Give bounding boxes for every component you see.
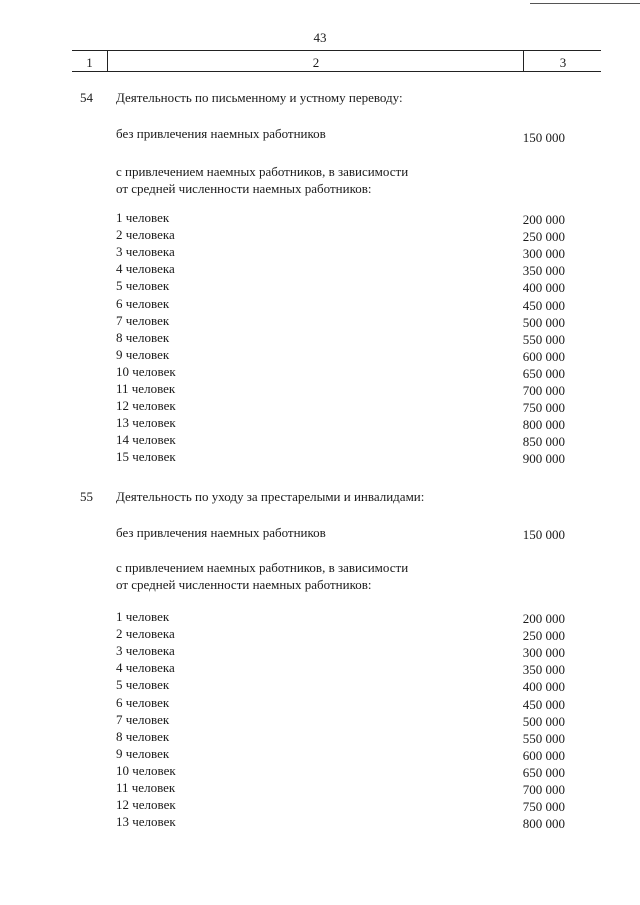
row-label: 5 человек — [116, 677, 170, 693]
table-row — [0, 677, 640, 694]
row-value: 800 000 — [522, 816, 565, 832]
table-row — [0, 712, 640, 729]
row-label: 14 человек — [116, 432, 176, 448]
table-row — [0, 797, 640, 814]
row-label: 9 человек — [116, 745, 170, 761]
row-value: 550 000 — [522, 331, 565, 347]
table-row — [0, 814, 640, 831]
row-label: 3 человека — [116, 244, 175, 260]
row-label: 10 человек — [116, 363, 176, 379]
row-value: 700 000 — [522, 782, 565, 797]
table-row — [0, 261, 640, 278]
table-row — [0, 381, 640, 398]
with-employees-line-1: с привлечением наемных работников, в зависимости — [116, 164, 409, 179]
section-title: Деятельность по письменному и устному переводу: — [116, 90, 403, 105]
row-label: 7 человек — [116, 711, 170, 727]
table-row — [0, 660, 640, 677]
row-value: 750 000 — [522, 799, 565, 815]
table-row — [0, 729, 640, 746]
row-value: 350 000 — [522, 263, 565, 279]
table-row — [0, 364, 640, 381]
row-label: 6 человек — [116, 295, 170, 311]
no-employees-label: без привлечения наемных работников — [116, 126, 326, 141]
row-label: 3 человека — [116, 643, 175, 659]
row-label: 12 человек — [116, 797, 176, 813]
row-label: 4 человека — [116, 261, 175, 277]
row-value: 650 000 — [522, 764, 565, 780]
row-label: 9 человек — [116, 346, 170, 362]
row-value: 450 000 — [522, 696, 565, 712]
table-row — [0, 347, 640, 364]
with-employees-line-2: от средней численности наемных работников: — [116, 181, 372, 196]
table-row — [0, 244, 640, 261]
row-value: 650 000 — [522, 365, 565, 381]
row-label: 5 человек — [116, 278, 170, 294]
table-row — [0, 626, 640, 643]
row-value: 450 000 — [522, 297, 565, 313]
row-value: 900 000 — [522, 451, 565, 467]
table-row — [0, 432, 640, 449]
row-label: 4 человека — [116, 660, 175, 676]
row-value: 350 000 — [522, 662, 565, 678]
table-row — [0, 296, 640, 313]
row-value: 600 000 — [522, 747, 565, 763]
top-edge-line — [530, 3, 640, 4]
row-value: 750 000 — [522, 400, 565, 416]
row-label: 8 человек — [116, 728, 170, 744]
row-label: 1 человек — [116, 210, 170, 225]
table-row — [0, 449, 640, 466]
row-label: 13 человек — [116, 814, 176, 830]
table-row — [0, 330, 640, 347]
row-value: 400 000 — [522, 280, 565, 296]
row-value: 250 000 — [522, 229, 565, 245]
row-label: 12 человек — [116, 398, 176, 414]
with-employees-line-2: от средней численности наемных работников: — [116, 577, 372, 592]
table-row — [0, 398, 640, 415]
column-header-table — [72, 50, 601, 72]
column-header-2: 2 — [107, 51, 524, 71]
row-label: 10 человек — [116, 762, 176, 778]
table-row — [0, 780, 640, 797]
table-row — [0, 313, 640, 330]
row-label: 6 человек — [116, 694, 170, 710]
table-row — [0, 643, 640, 660]
page-number: 43 — [313, 30, 327, 45]
row-label: 2 человека — [116, 626, 175, 642]
table-row — [0, 415, 640, 432]
table-row — [0, 763, 640, 780]
row-value: 250 000 — [522, 628, 565, 644]
row-value: 500 000 — [522, 713, 565, 729]
table-row — [0, 609, 640, 626]
table-row — [0, 227, 640, 244]
row-value: 550 000 — [522, 730, 565, 746]
no-employees-label: без привлечения наемных работников — [116, 525, 326, 540]
row-value: 300 000 — [522, 645, 565, 661]
row-value: 700 000 — [522, 383, 565, 398]
row-value: 500 000 — [522, 314, 565, 330]
table-row — [0, 278, 640, 295]
row-value: 300 000 — [522, 246, 565, 262]
no-employees-amount: 150 000 — [522, 130, 565, 145]
row-value: 600 000 — [522, 348, 565, 364]
no-employees-amount: 150 000 — [522, 527, 565, 542]
row-label: 11 человек — [116, 381, 176, 396]
section-number: 54 — [80, 90, 93, 105]
row-label: 7 человек — [116, 312, 170, 328]
row-value: 800 000 — [522, 417, 565, 433]
row-value: 200 000 — [522, 611, 565, 626]
row-value: 400 000 — [522, 679, 565, 695]
row-value: 200 000 — [522, 212, 565, 227]
row-label: 11 человек — [116, 780, 176, 795]
row-label: 1 человек — [116, 609, 170, 624]
with-employees-line-1: с привлечением наемных работников, в зависимости — [116, 560, 409, 575]
section-number: 55 — [80, 489, 93, 504]
table-row — [0, 210, 640, 227]
section-title: Деятельность по уходу за престарелыми и инвалидами: — [116, 489, 425, 504]
row-label: 15 человек — [116, 449, 176, 465]
column-header-3: 3 — [523, 51, 602, 71]
row-label: 8 человек — [116, 329, 170, 345]
column-header-1: 1 — [86, 55, 93, 70]
row-label: 2 человека — [116, 227, 175, 243]
table-row — [0, 695, 640, 712]
row-value: 850 000 — [522, 434, 565, 450]
table-row — [0, 746, 640, 763]
row-label: 13 человек — [116, 415, 176, 431]
